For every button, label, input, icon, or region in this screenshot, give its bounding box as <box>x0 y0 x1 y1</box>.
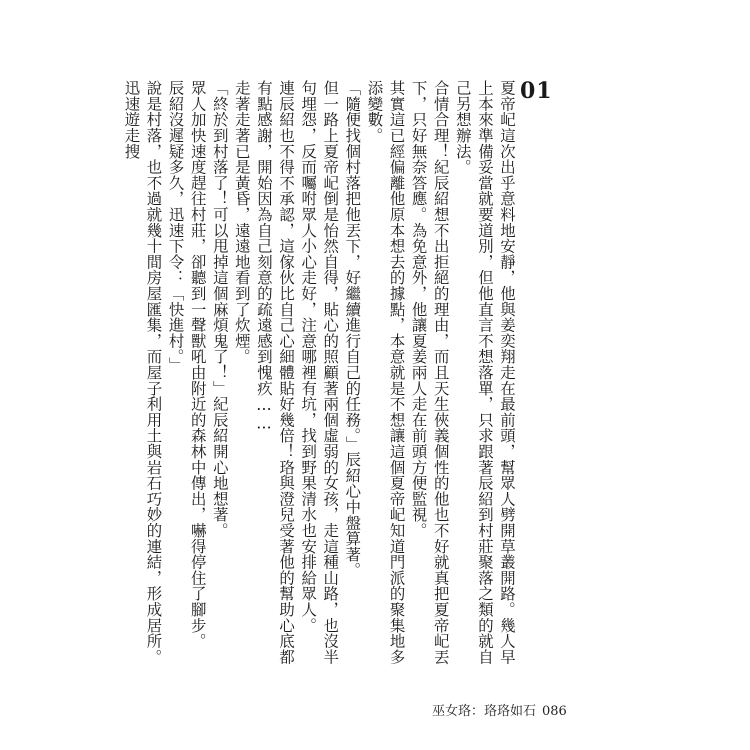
paragraph: 但一路上夏帝屺倒是怡然自得，貼心的照顧著兩個虛弱的女孩，走這種山路，也沒半句埋怨，反而囑咐眾人小心走好，注意哪裡有坑，找到野果清水也安排給眾人。 <box>299 80 340 665</box>
paragraph: 連辰紹也不得不承認，這傢伙比自己心細體貼好幾倍！珞與澄兒受著他的幫助心底都有點感謝，開始因為自己刻意的疏遠感到愧疚…… <box>254 80 296 665</box>
book-title: 巫女珞：珞珞如石 <box>432 704 537 719</box>
chapter-number: 01 <box>520 78 553 104</box>
paragraph: 其實這已經偏離他原本想去的據點，本意就是不想讓這個夏帝屺知道門派的聚集地多添變數。 <box>365 80 406 665</box>
paragraph: 「終於到村落了！可以甩掉這個麻煩鬼了！」紀辰紹開心地想著。 <box>210 80 229 539</box>
paragraph: 走著走著已是黃昏，遠遠地看到了炊煙。 <box>232 80 251 365</box>
paragraph: 眾人加快速度趕往村莊，卻聽到一聲獸吼由附近的森林中傳出，嚇得停住了腳步。 <box>188 80 207 649</box>
page-footer <box>432 700 567 719</box>
page-number: 086 <box>542 704 567 719</box>
paragraph: 說是村落，也不過就幾十間房屋匯集，而屋子利用土與岩石巧妙的連結，形成居所。迅速遊走搜 <box>122 80 163 665</box>
paragraph: 辰紹沒遲疑多久，迅速下令：「快進村。」 <box>166 80 185 373</box>
body-text <box>122 80 518 680</box>
paragraph: 夏帝屺這次出乎意料地安靜，他與姜奕翔走在最前頭，幫眾人劈開草叢開路。幾人早上本來準備妥當就要道別，但他直言不想落單，只求跟著辰紹到村莊聚落之類的就自己另想辦法。 <box>453 80 516 665</box>
paragraph: 合情合理！紀辰紹想不出拒絕的理由，而且天生俠義個性的他也不好就真把夏帝屺丟下，只好無奈答應。為免意外，他讓夏姜兩人走在前頭方便監視。 <box>409 80 450 665</box>
paragraph: 「隨便找個村落把他丟下，好繼續進行自己的任務。」辰紹心中盤算著。 <box>343 80 362 578</box>
